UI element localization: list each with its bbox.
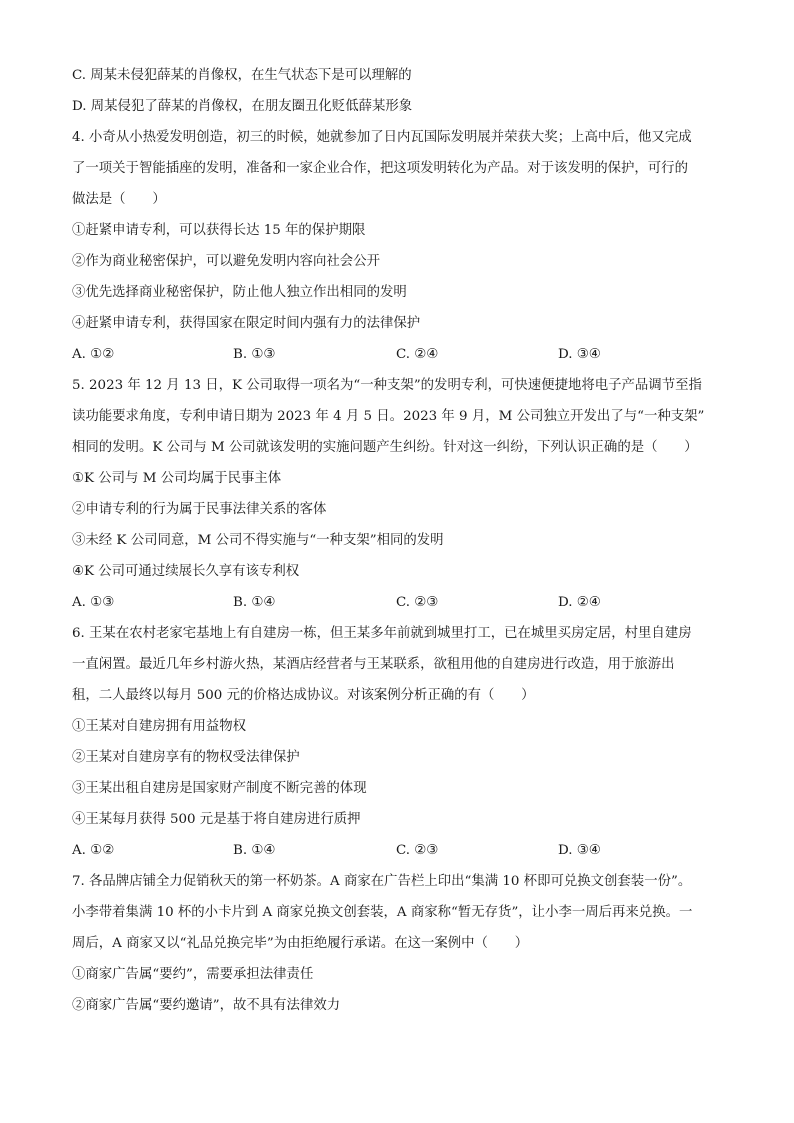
question-6-item-2: ②王某对自建房享有的物权受法律保护 [72, 750, 300, 765]
question-4-item-2: ②作为商业秘密保护，可以避免发明内容向社会公开 [72, 254, 380, 269]
question-5-option-c: C. ②③ [396, 595, 439, 610]
question-7-stem-line-1: 7. 各品牌店铺全力促销秋天的第一杯奶茶。A 商家在广告栏上印出“集满 10 杯即可兑换文创套装一份”。 [72, 874, 692, 889]
question-5-item-4: ④K 公司可通过续展长久享有该专利权 [72, 564, 300, 579]
question-5-option-d: D. ②④ [558, 595, 601, 610]
question-7 [72, 866, 726, 1021]
question-7-item-2: ②商家广告属“要约邀请”，故不具有法律效力 [72, 998, 341, 1013]
question-6-stem-line-2: 一直闲置。最近几年乡村游火热，某酒店经营者与王某联系，欲租用他的自建房进行改造，用于旅游出 [72, 657, 675, 672]
question-6-option-c: C. ②③ [396, 843, 439, 858]
question-5-option-a: A. ①③ [72, 595, 115, 610]
question-5-stem-line-1: 5. 2023 年 12 月 13 日，K 公司取得一项名为“一种支架”的发明专利，可快速便捷地将电子产品调节至指 [72, 378, 702, 393]
question-6-options [72, 835, 726, 866]
question-6-option-d: D. ③④ [558, 843, 601, 858]
question-5-item-3: ③未经 K 公司同意，M 公司不得实施与“一种支架”相同的发明 [72, 533, 444, 548]
question-5-options [72, 587, 726, 618]
question-7-item-1: ①商家广告属“要约”，需要承担法律责任 [72, 967, 314, 982]
question-4-stem-line-1: 4. 小奇从小热爱发明创造，初三的时候，她就参加了日内瓦国际发明展并荣获大奖；上高中后，他又完成 [72, 130, 692, 145]
prev-option-c: C. 周某未侵犯薛某的肖像权，在生气状态下是可以理解的 [72, 68, 412, 83]
question-7-stem-line-2: 小李带着集满 10 杯的小卡片到 A 商家兑换文创套装，A 商家称“暂无存货”，让小李一周后再来兑换。一 [72, 905, 693, 920]
question-4-option-b: B. ①③ [233, 347, 276, 362]
exam-page-content [72, 60, 726, 1021]
question-4-option-d: D. ③④ [558, 347, 601, 362]
question-6-option-a: A. ①② [72, 843, 115, 858]
question-6-option-b: B. ①④ [233, 843, 276, 858]
question-4-stem-line-3: 做法是（ ） [72, 192, 166, 207]
question-4 [72, 122, 726, 370]
question-4-item-1: ①赶紧申请专利，可以获得长达 15 年的保护期限 [72, 223, 366, 238]
question-4-option-c: C. ②④ [396, 347, 439, 362]
question-4-item-3: ③优先选择商业秘密保护，防止他人独立作出相同的发明 [72, 285, 407, 300]
question-4-option-a: A. ①② [72, 347, 115, 362]
question-5 [72, 370, 726, 618]
question-6 [72, 618, 726, 866]
question-6-item-3: ③王某出租自建房是国家财产制度不断完善的体现 [72, 781, 367, 796]
question-6-stem-line-3: 租，二人最终以每月 500 元的价格达成协议。对该案例分析正确的有（ ） [72, 688, 535, 703]
question-4-stem-line-2: 了一项关于智能插座的发明，准备和一家企业合作，把这项发明转化为产品。对于该发明的保护，可行的 [72, 161, 688, 176]
question-4-item-4: ④赶紧申请专利，获得国家在限定时间内强有力的法律保护 [72, 316, 421, 331]
prev-option-d: D. 周某侵犯了薛某的肖像权，在朋友圈丑化贬低薛某形象 [72, 99, 413, 114]
question-6-item-1: ①王某对自建房拥有用益物权 [72, 719, 247, 734]
question-7-stem-line-3: 周后，A 商家又以“礼品兑换完毕”为由拒绝履行承诺。在这一案例中（ ） [72, 936, 529, 951]
question-6-item-4: ④王某每月获得 500 元是基于将自建房进行质押 [72, 812, 361, 827]
question-5-stem-line-3: 相同的发明。K 公司与 M 公司就该发明的实施问题产生纠纷。针对这一纠纷，下列认识正确的是（ ） [72, 440, 698, 455]
question-5-item-1: ①K 公司与 M 公司均属于民事主体 [72, 471, 282, 486]
question-5-item-2: ②申请专利的行为属于民事法律关系的客体 [72, 502, 327, 517]
question-6-stem-line-1: 6. 王某在农村老家宅基地上有自建房一栋，但王某多年前就到城里打工，已在城里买房定居，村里自建房 [72, 626, 692, 641]
question-5-option-b: B. ①④ [233, 595, 276, 610]
question-5-stem-line-2: 读功能要求角度，专利申请日期为 2023 年 4 月 5 日。2023 年 9 月，M 公司独立开发出了与“一种支架” [72, 409, 705, 424]
question-4-options [72, 339, 726, 370]
